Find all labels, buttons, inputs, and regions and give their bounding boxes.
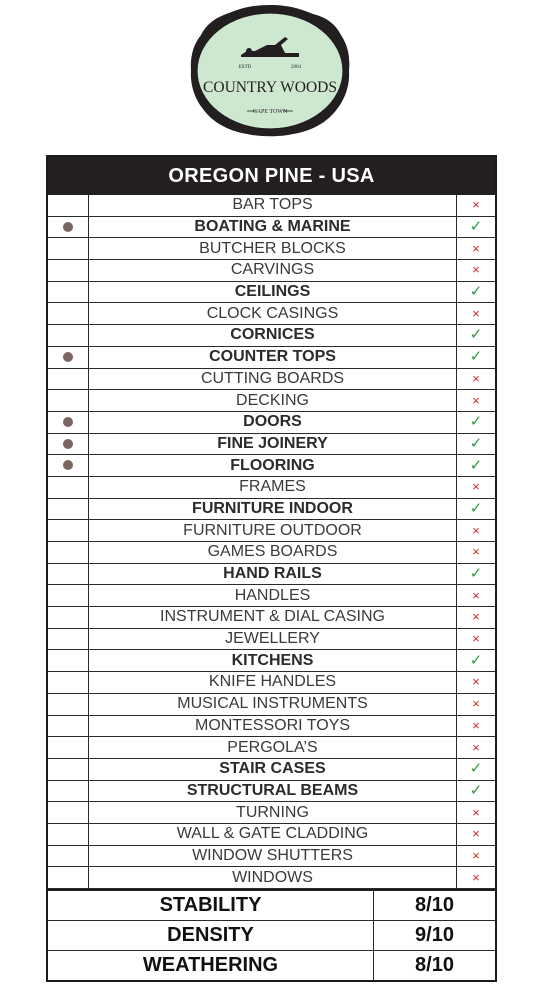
recommended-dot-icon [63, 352, 73, 362]
usage-row [48, 758, 495, 780]
usage-row [48, 802, 495, 824]
suitability-cell [457, 260, 496, 282]
suitability-cell [457, 672, 496, 694]
usage-label: CLOCK CASINGS [89, 303, 457, 325]
cross-mark-icon: × [472, 587, 480, 603]
usage-label: MONTESSORI TOYS [89, 715, 457, 737]
recommended-cell [48, 693, 89, 715]
logo-badge [189, 3, 351, 138]
logo-location: CAPE TOWN [252, 109, 288, 115]
recommended-cell [48, 758, 89, 780]
usage-label: CORNICES [89, 325, 457, 347]
usage-label: HANDLES [89, 585, 457, 607]
rating-row [48, 890, 495, 921]
recommended-cell [48, 802, 89, 824]
usage-row [48, 390, 495, 412]
suitability-cell [457, 411, 496, 433]
cross-mark-icon: × [472, 696, 480, 712]
cross-mark-icon: × [472, 674, 480, 690]
cross-mark-icon: × [472, 739, 480, 755]
usage-row [48, 238, 495, 260]
suitability-cell [457, 476, 496, 498]
usage-label: KNIFE HANDLES [89, 672, 457, 694]
recommended-dot-icon [63, 439, 73, 449]
recommended-cell [48, 498, 89, 520]
usage-row [48, 650, 495, 672]
usage-label: FINE JOINERY [89, 433, 457, 455]
usage-row [48, 823, 495, 845]
recommended-cell [48, 411, 89, 433]
usage-label: MUSICAL INSTRUMENTS [89, 693, 457, 715]
suitability-cell [457, 737, 496, 759]
suitability-cell [457, 607, 496, 629]
check-mark-icon: ✓ [469, 218, 483, 236]
check-mark-icon: ✓ [469, 348, 483, 366]
suitability-cell [457, 845, 496, 867]
usage-label: WINDOWS [89, 867, 457, 889]
usage-label: STRUCTURAL BEAMS [89, 780, 457, 802]
usage-label: BUTCHER BLOCKS [89, 238, 457, 260]
rating-value: 8/10 [374, 890, 496, 921]
recommended-cell [48, 780, 89, 802]
usage-label: TURNING [89, 802, 457, 824]
suitability-cell [457, 823, 496, 845]
recommended-cell [48, 476, 89, 498]
cross-mark-icon: × [472, 631, 480, 647]
usage-label: BOATING & MARINE [89, 216, 457, 238]
recommended-dot-icon [63, 417, 73, 427]
suitability-cell [457, 195, 496, 216]
usage-row [48, 780, 495, 802]
recommended-cell [48, 585, 89, 607]
usage-row [48, 346, 495, 368]
recommended-dot-icon [63, 460, 73, 470]
usage-label: CUTTING BOARDS [89, 368, 457, 390]
recommended-cell [48, 628, 89, 650]
usage-table [48, 195, 495, 889]
usage-row [48, 737, 495, 759]
recommended-cell [48, 715, 89, 737]
recommended-cell [48, 823, 89, 845]
logo-brand: COUNTRY WOODS [203, 79, 337, 96]
recommended-cell [48, 325, 89, 347]
check-mark-icon: ✓ [469, 456, 483, 474]
usage-row [48, 585, 495, 607]
usage-row [48, 628, 495, 650]
usage-label: COUNTER TOPS [89, 346, 457, 368]
suitability-cell [457, 563, 496, 585]
suitability-cell [457, 216, 496, 238]
suitability-cell [457, 346, 496, 368]
usage-row [48, 542, 495, 564]
usage-row [48, 433, 495, 455]
usage-label: KITCHENS [89, 650, 457, 672]
check-mark-icon: ✓ [469, 565, 483, 583]
cross-mark-icon: × [472, 609, 480, 625]
usage-label: STAIR CASES [89, 758, 457, 780]
usage-label: CEILINGS [89, 281, 457, 303]
usage-row [48, 520, 495, 542]
usage-row [48, 195, 495, 216]
recommended-dot-icon [63, 222, 73, 232]
recommended-cell [48, 542, 89, 564]
usage-row [48, 845, 495, 867]
cross-mark-icon: × [472, 869, 480, 885]
suitability-cell [457, 303, 496, 325]
cross-mark-icon: × [472, 522, 480, 538]
usage-row [48, 498, 495, 520]
usage-label: JEWELLERY [89, 628, 457, 650]
usage-row [48, 455, 495, 477]
usage-label: BAR TOPS [89, 195, 457, 216]
check-mark-icon: ✓ [469, 326, 483, 344]
check-mark-icon: ✓ [469, 651, 483, 669]
recommended-cell [48, 303, 89, 325]
cross-mark-icon: × [472, 197, 480, 213]
recommended-cell [48, 238, 89, 260]
usage-row [48, 607, 495, 629]
suitability-cell [457, 390, 496, 412]
suitability-cell [457, 281, 496, 303]
recommended-cell [48, 260, 89, 282]
suitability-cell [457, 650, 496, 672]
suitability-cell [457, 693, 496, 715]
usage-row [48, 281, 495, 303]
check-mark-icon: ✓ [469, 413, 483, 431]
suitability-cell [457, 498, 496, 520]
check-mark-icon: ✓ [469, 760, 483, 778]
recommended-cell [48, 520, 89, 542]
suitability-cell [457, 455, 496, 477]
cross-mark-icon: × [472, 305, 480, 321]
recommended-cell [48, 368, 89, 390]
usage-row [48, 303, 495, 325]
company-logo [189, 3, 351, 138]
suitability-cell [457, 520, 496, 542]
cross-mark-icon: × [472, 262, 480, 278]
check-mark-icon: ✓ [469, 781, 483, 799]
suitability-cell [457, 585, 496, 607]
usage-label: INSTRUMENT & DIAL CASING [89, 607, 457, 629]
usage-row [48, 411, 495, 433]
recommended-cell [48, 390, 89, 412]
cross-mark-icon: × [472, 370, 480, 386]
cross-mark-icon: × [472, 804, 480, 820]
cross-mark-icon: × [472, 717, 480, 733]
recommended-cell [48, 281, 89, 303]
recommended-cell [48, 346, 89, 368]
suitability-cell [457, 238, 496, 260]
rating-row [48, 951, 495, 981]
cross-mark-icon: × [472, 544, 480, 560]
usage-label: WINDOW SHUTTERS [89, 845, 457, 867]
check-mark-icon: ✓ [469, 499, 483, 517]
recommended-cell [48, 650, 89, 672]
rating-label: WEATHERING [48, 951, 374, 981]
recommended-cell [48, 455, 89, 477]
logo-estd-label: ESTD [238, 65, 252, 70]
usage-row [48, 672, 495, 694]
recommended-cell [48, 845, 89, 867]
rating-value: 9/10 [374, 921, 496, 951]
usage-label: PERGOLA’S [89, 737, 457, 759]
wood-species-title: OREGON PINE - USA [48, 157, 495, 195]
suitability-cell [457, 758, 496, 780]
suitability-cell [457, 867, 496, 889]
cross-mark-icon: × [472, 847, 480, 863]
cross-mark-icon: × [472, 479, 480, 495]
suitability-cell [457, 715, 496, 737]
usage-label: HAND RAILS [89, 563, 457, 585]
recommended-cell [48, 867, 89, 889]
recommended-cell [48, 737, 89, 759]
suitability-cell [457, 325, 496, 347]
usage-label: FRAMES [89, 476, 457, 498]
cross-mark-icon: × [472, 826, 480, 842]
rating-label: DENSITY [48, 921, 374, 951]
usage-label: GAMES BOARDS [89, 542, 457, 564]
usage-label: DECKING [89, 390, 457, 412]
suitability-cell [457, 628, 496, 650]
usage-row [48, 563, 495, 585]
usage-row [48, 715, 495, 737]
suitability-cell [457, 368, 496, 390]
suitability-cell [457, 780, 496, 802]
usage-row [48, 368, 495, 390]
usage-row [48, 867, 495, 889]
recommended-cell [48, 672, 89, 694]
rating-row [48, 921, 495, 951]
recommended-cell [48, 433, 89, 455]
rating-label: STABILITY [48, 890, 374, 921]
usage-label: CARVINGS [89, 260, 457, 282]
usage-row [48, 216, 495, 238]
usage-row [48, 260, 495, 282]
usage-label: FURNITURE OUTDOOR [89, 520, 457, 542]
usage-label: FLOORING [89, 455, 457, 477]
usage-label: WALL & GATE CLADDING [89, 823, 457, 845]
usage-row [48, 693, 495, 715]
usage-label: DOORS [89, 411, 457, 433]
recommended-cell [48, 195, 89, 216]
recommended-cell [48, 216, 89, 238]
cross-mark-icon: × [472, 240, 480, 256]
ratings-table [48, 889, 495, 980]
wood-usage-sheet [46, 155, 497, 982]
check-mark-icon: ✓ [469, 434, 483, 452]
logo-estd-year: 2004 [291, 65, 301, 70]
recommended-cell [48, 607, 89, 629]
rating-value: 8/10 [374, 951, 496, 981]
suitability-cell [457, 802, 496, 824]
recommended-cell [48, 563, 89, 585]
check-mark-icon: ✓ [469, 283, 483, 301]
usage-label: FURNITURE INDOOR [89, 498, 457, 520]
usage-row [48, 325, 495, 347]
suitability-cell [457, 542, 496, 564]
suitability-cell [457, 433, 496, 455]
usage-row [48, 476, 495, 498]
cross-mark-icon: × [472, 392, 480, 408]
